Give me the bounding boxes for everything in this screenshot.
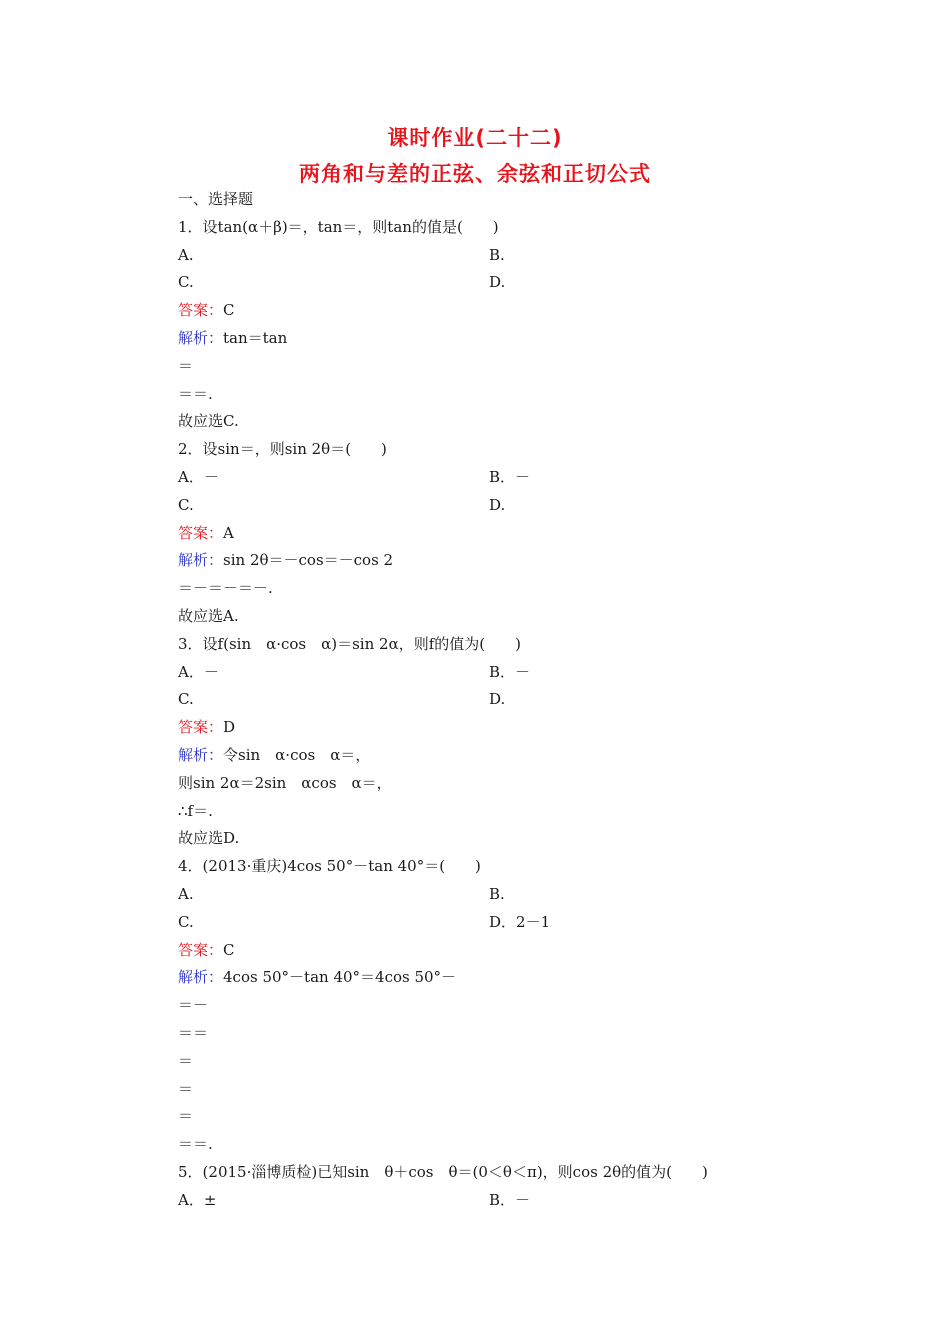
option-left: A．－ (178, 662, 219, 681)
text-line: ＝ (178, 1107, 194, 1126)
option-left: C. (178, 495, 194, 514)
options-row (178, 464, 818, 492)
text-line: ＝－ (178, 996, 209, 1015)
option-left: C. (178, 912, 194, 931)
text-line: 则sin 2α＝2sin αcos α＝， (178, 773, 392, 792)
text-line: 4．(2013·重庆)4cos 50°－tan 40°＝( ) (178, 857, 481, 876)
option-left: C. (178, 273, 194, 292)
text-line: 故应选C. (178, 412, 239, 431)
page-title: 课时作业(二十二) (387, 126, 563, 150)
analysis-line (178, 964, 818, 992)
answer-line (178, 937, 818, 965)
analysis-line (178, 325, 818, 353)
option-left: A．± (178, 1190, 217, 1209)
text-line: 5．(2015·淄博质检)已知sin θ＋cos θ＝(0＜θ＜π)，则cos 2θ的值为( ) (178, 1162, 708, 1181)
text-line: ＝ (178, 356, 194, 375)
option-right: D. (489, 273, 506, 292)
text-line: 2．设sin＝，则sin 2θ＝( ) (178, 440, 387, 459)
text-line: ＝ (178, 1051, 194, 1070)
option-left: A．－ (178, 467, 219, 486)
option-right: B. (489, 245, 505, 264)
section-heading: 一、选择题 (178, 190, 254, 208)
answer-text: D (223, 718, 236, 737)
text-line: ＝－＝－＝－. (178, 579, 273, 598)
option-left: C. (178, 690, 194, 709)
analysis-label: 解析： (178, 745, 224, 764)
answer-text: A (223, 523, 234, 542)
answer-label: 答案： (178, 523, 224, 542)
answer-line (178, 714, 818, 742)
answer-label: 答案： (178, 301, 224, 320)
option-left: A. (178, 245, 194, 264)
options-row (178, 686, 818, 714)
option-right: D．2－1 (489, 912, 551, 931)
answer-line (178, 520, 818, 548)
answer-label: 答案： (178, 940, 224, 959)
options-row (178, 269, 818, 297)
option-right: D. (489, 690, 506, 709)
answer-text: C (223, 940, 235, 959)
answer-line (178, 297, 818, 325)
options-row (178, 909, 818, 937)
analysis-line (178, 547, 818, 575)
analysis-text: 令sin α·cos α＝， (223, 745, 371, 764)
options-row (178, 1187, 818, 1215)
option-right: B．－ (489, 662, 531, 681)
options-row (178, 492, 818, 520)
text-line: ＝＝. (178, 384, 213, 403)
page-subtitle: 两角和与差的正弦、余弦和正切公式 (299, 162, 651, 186)
analysis-label: 解析： (178, 551, 224, 570)
analysis-label: 解析： (178, 968, 224, 987)
answer-label: 答案： (178, 718, 224, 737)
document-body (178, 186, 818, 1214)
text-line: 3．设f(sin α·cos α)＝sin 2α，则f的值为( ) (178, 634, 521, 653)
answer-text: C (223, 301, 235, 320)
text-line: ＝ (178, 1079, 194, 1098)
text-line: 故应选A. (178, 606, 239, 625)
options-row (178, 242, 818, 270)
options-row (178, 881, 818, 909)
option-left: A. (178, 884, 194, 903)
analysis-text: 4cos 50°－tan 40°＝4cos 50°－ (223, 968, 457, 987)
text-line: 故应选D. (178, 829, 240, 848)
option-right: B．－ (489, 1190, 531, 1209)
options-row (178, 659, 818, 687)
text-line: 1．设tan(α＋β)＝，tan＝，则tan的值是( ) (178, 217, 499, 236)
option-right: D. (489, 495, 506, 514)
option-right: B. (489, 884, 505, 903)
analysis-label: 解析： (178, 328, 224, 347)
analysis-line (178, 742, 818, 770)
text-line: ＝＝ (178, 1023, 209, 1042)
text-line: ＝＝. (178, 1135, 213, 1154)
text-line: ∴f＝. (178, 801, 213, 820)
analysis-text: tan＝tan (223, 328, 288, 347)
analysis-text: sin 2θ＝－cos＝－cos 2 (223, 551, 394, 570)
option-right: B．－ (489, 467, 531, 486)
